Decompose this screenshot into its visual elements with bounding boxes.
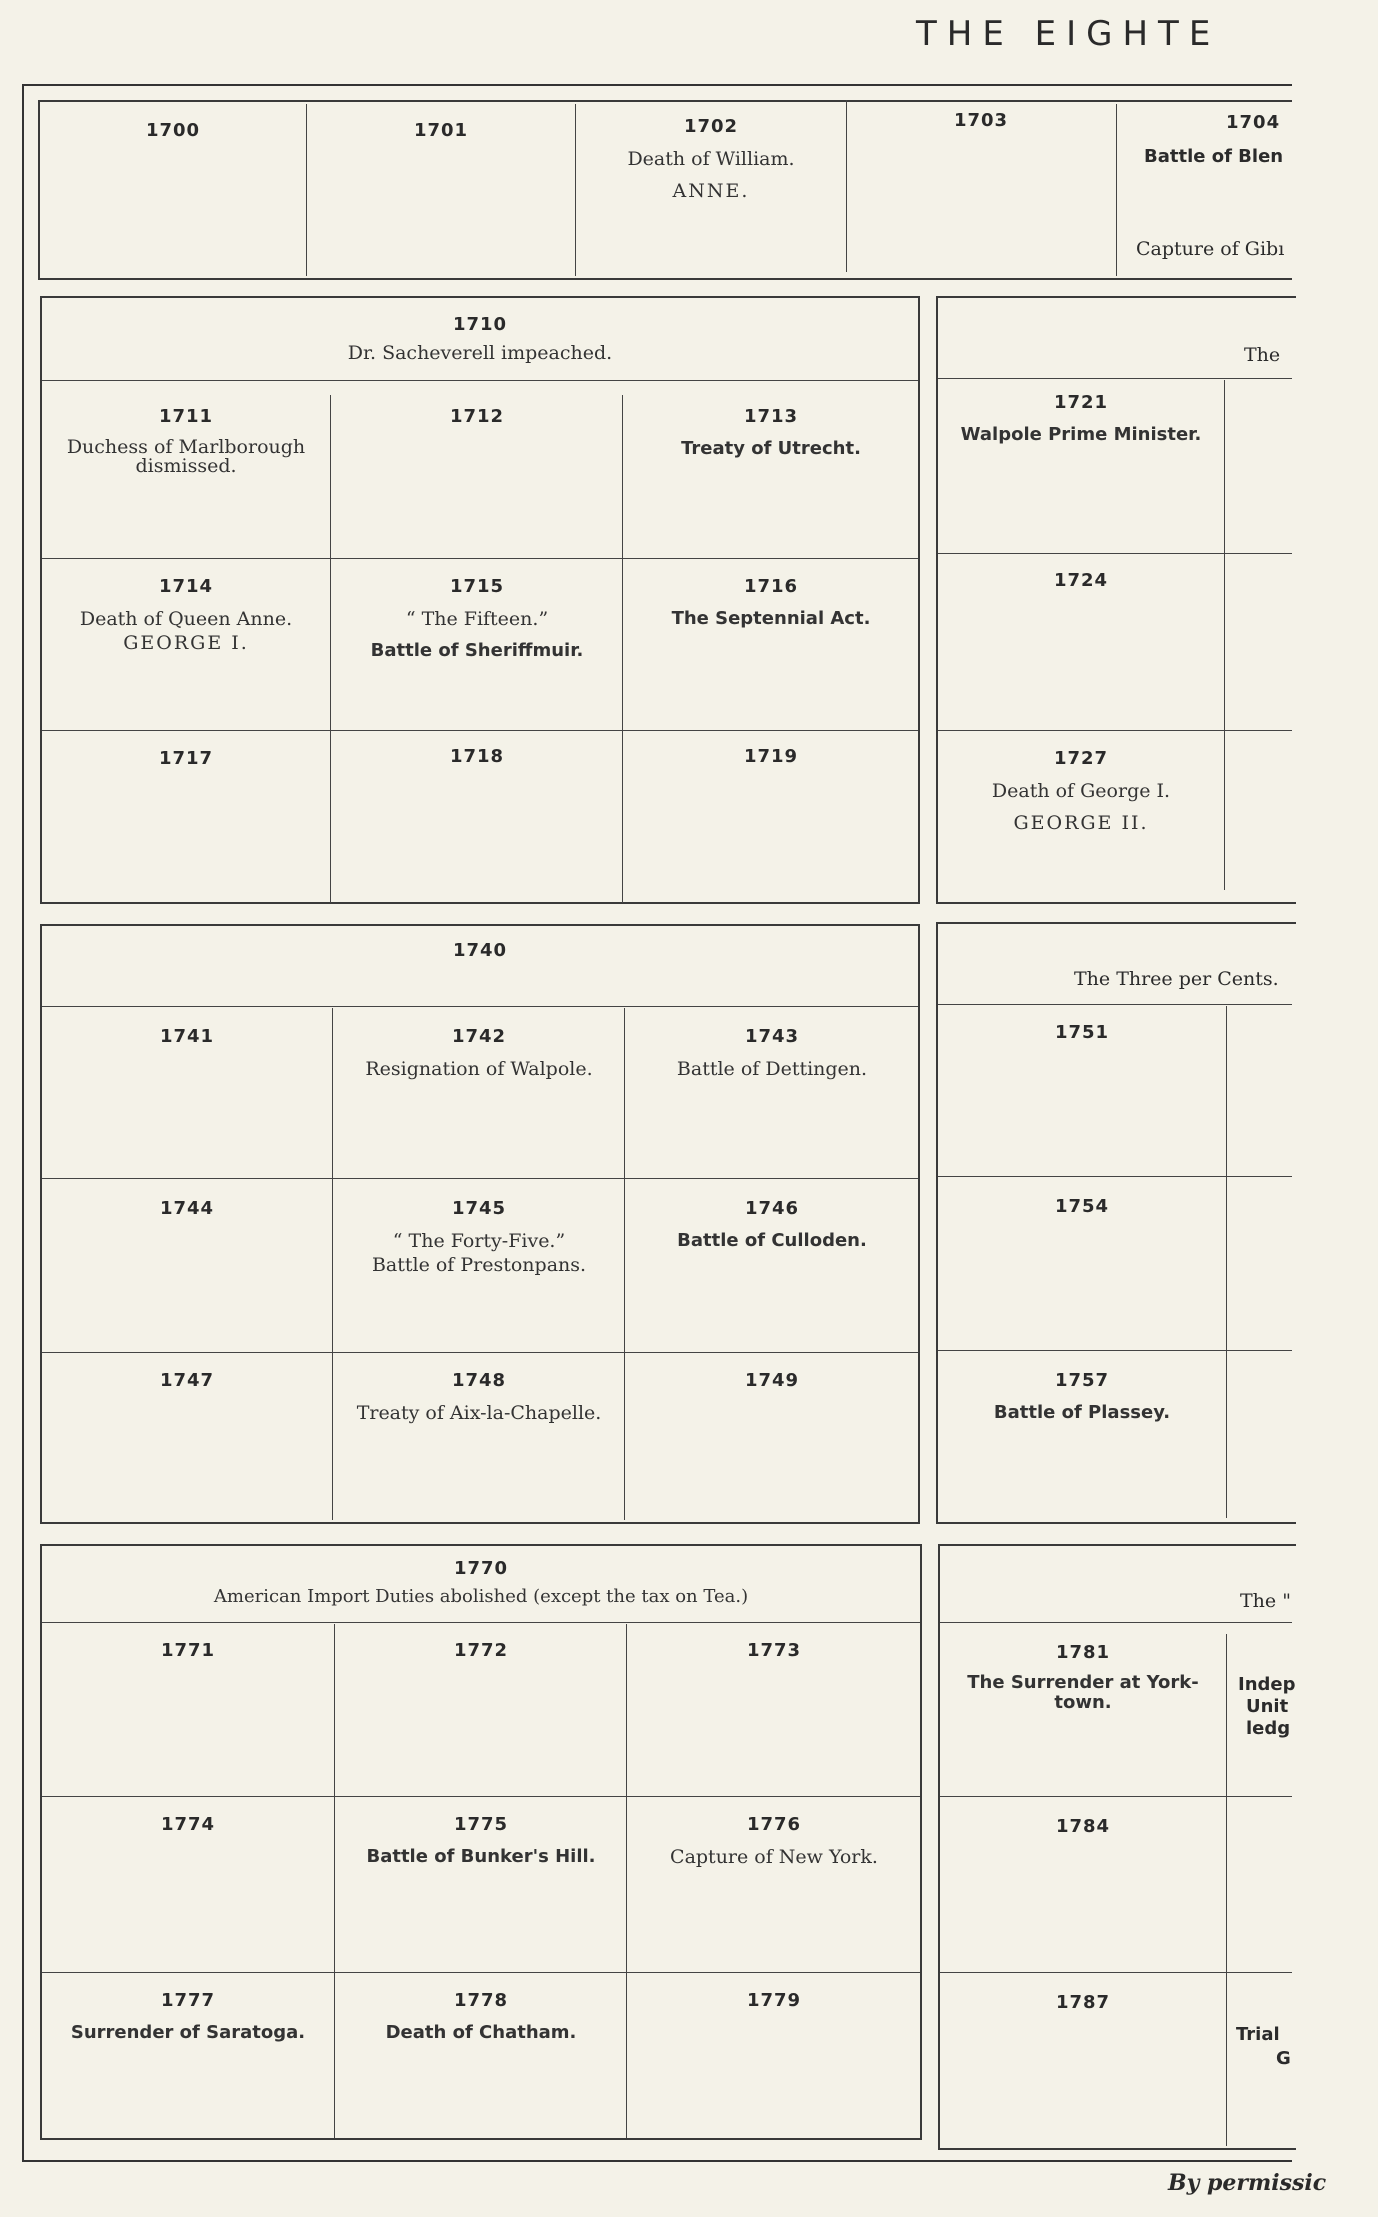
year-cell-1771 <box>42 1626 334 1794</box>
divider <box>940 1972 1292 1973</box>
year-label: 1754 <box>1054 1196 1110 1217</box>
year-cell-1749 <box>626 1356 918 1518</box>
divider <box>42 1006 918 1007</box>
year-label: 1704 <box>1226 112 1281 133</box>
year-label: 1784 <box>1055 1816 1111 1837</box>
year-cell-1747 <box>42 1356 332 1518</box>
decade-heading-1770 <box>42 1548 920 1620</box>
event-text: Death of Queen Anne. <box>79 608 293 630</box>
event-text: Battle of Sheriffmuir. <box>370 640 584 661</box>
divider <box>940 1796 1292 1797</box>
year-label: 1719 <box>743 746 799 767</box>
event-text <box>42 1585 920 1609</box>
edge-fragment: Unit <box>1246 1696 1289 1717</box>
year-label: 1775 <box>453 1814 509 1835</box>
divider <box>1224 380 1225 890</box>
year-label: 1787 <box>1055 1992 1111 2013</box>
year-cell-1757 <box>938 1356 1226 1518</box>
event-text: The Surrender at York- <box>967 1672 1199 1693</box>
year-label: 1740 <box>452 940 508 961</box>
event-text: Duchess of Marlborough <box>66 436 306 458</box>
year-cell-1714 <box>42 562 330 728</box>
event-text: “ The Fifteen.” <box>405 608 549 630</box>
divider <box>42 1622 920 1623</box>
divider <box>938 1176 1292 1177</box>
divider <box>42 1796 920 1797</box>
year-cell-1778 <box>336 1976 626 2136</box>
year-cell-1751 <box>938 1008 1226 1174</box>
monarch-text: ANNE. <box>672 180 750 202</box>
year-cell-1746 <box>626 1184 918 1350</box>
divider <box>938 1004 1292 1005</box>
divider <box>42 558 918 559</box>
divider <box>330 395 331 903</box>
event-text: dismissed. <box>135 455 237 477</box>
year-label: 1700 <box>145 120 201 141</box>
monarch-text: GEORGE I. <box>123 632 249 654</box>
event-text: Death of George I. <box>991 780 1171 802</box>
event-text: Resignation of Walpole. <box>365 1058 593 1080</box>
year-cell-1727 <box>938 734 1224 894</box>
event-text: “ The Forty-Five.” <box>392 1230 566 1252</box>
event-text: Capture of Gibı <box>1136 238 1285 260</box>
divider <box>938 378 1292 379</box>
year-cell-1719 <box>624 732 918 898</box>
year-label: 1716 <box>743 576 799 597</box>
divider <box>938 553 1292 554</box>
edge-fragment: Indep <box>1238 1674 1296 1695</box>
year-cell-1721 <box>938 380 1224 550</box>
event-text: The Septennial Act. <box>671 608 871 629</box>
event-text: Death of William. <box>627 148 795 170</box>
year-label: 1727 <box>1053 748 1109 769</box>
year-label: 1772 <box>453 1640 509 1661</box>
year-cell-1700 <box>40 106 306 274</box>
year-label: 1744 <box>159 1198 215 1219</box>
year-label: 1776 <box>746 1814 802 1835</box>
frame-top-rule <box>22 84 1292 86</box>
year-label: 1749 <box>744 1370 800 1391</box>
year-label: 1711 <box>158 406 214 427</box>
year-cell-1712 <box>332 392 622 556</box>
year-label: 1741 <box>159 1026 215 1047</box>
frame-bottom-rule <box>22 2160 1292 2162</box>
decade-heading-1710 <box>42 304 918 378</box>
event-text: Battle of Dettingen. <box>676 1058 868 1080</box>
decade-heading-1750: The Three per Cents. <box>1074 968 1279 990</box>
event-text: Battle of Culloden. <box>677 1230 867 1251</box>
year-label: 1714 <box>158 576 214 597</box>
divider <box>42 380 918 381</box>
year-label: 1712 <box>449 406 505 427</box>
year-label: 1724 <box>1053 570 1109 591</box>
year-label: 1757 <box>1054 1370 1110 1391</box>
year-cell-1717 <box>42 734 330 900</box>
year-cell-1745 <box>334 1184 624 1350</box>
event-text: Treaty of Utrecht. <box>681 438 861 459</box>
year-cell-1743 <box>626 1012 918 1176</box>
divider <box>938 730 1292 731</box>
year-label: 1715 <box>449 576 505 597</box>
year-cell-1713 <box>624 392 918 556</box>
year-cell-1702 <box>577 102 845 270</box>
divider <box>1116 104 1117 276</box>
year-cell-1718 <box>332 732 622 898</box>
event-text: Battle of Blen <box>1144 146 1284 167</box>
event-text: Surrender of Saratoga. <box>70 2022 306 2043</box>
divider <box>626 1624 627 2138</box>
year-cell-1754 <box>938 1182 1226 1348</box>
year-cell-1777 <box>42 1976 334 2136</box>
year-cell-1744 <box>42 1184 332 1350</box>
year-label: 1713 <box>743 406 799 427</box>
year-label: 1770 <box>453 1558 509 1579</box>
year-label: 1751 <box>1054 1022 1110 1043</box>
year-cell-1784 <box>940 1802 1226 1970</box>
year-label: 1778 <box>453 1990 509 2011</box>
year-cell-1779 <box>628 1976 920 2136</box>
year-label: 1781 <box>1055 1642 1111 1663</box>
year-label: 1701 <box>413 120 469 141</box>
year-cell-1724 <box>938 556 1224 728</box>
year-cell-1716 <box>624 562 918 728</box>
event-text: Death of Chatham. <box>385 2022 577 2043</box>
year-cell-1742 <box>334 1012 624 1176</box>
year-label: 1703 <box>953 110 1009 131</box>
year-cell-1773 <box>628 1626 920 1794</box>
event-text: Battle of Prestonpans. <box>371 1254 587 1276</box>
year-cell-1715 <box>332 562 622 728</box>
year-label: 1702 <box>683 116 739 137</box>
divider <box>622 395 623 903</box>
divider <box>42 1178 918 1179</box>
year-cell-1787 <box>940 1978 1226 2138</box>
event-text: Battle of Plassey. <box>993 1402 1171 1423</box>
year-label: 1710 <box>452 314 508 335</box>
year-label: 1779 <box>746 1990 802 2011</box>
divider <box>42 1972 920 1973</box>
year-label: 1746 <box>744 1198 800 1219</box>
year-label: 1747 <box>159 1370 215 1391</box>
year-cell-1711 <box>42 392 330 556</box>
divider <box>940 1622 1292 1623</box>
year-cell-1775 <box>336 1800 626 1970</box>
permission-credit: By permissic <box>1168 2170 1327 2196</box>
page-title: THE EIGHTE <box>916 14 1221 54</box>
divider <box>575 104 576 276</box>
year-cell-1776 <box>628 1800 920 1970</box>
year-label: 1774 <box>160 1814 216 1835</box>
decade-heading-1720: The <box>1244 344 1281 366</box>
year-label: 1717 <box>158 748 214 769</box>
year-cell-1748 <box>334 1356 624 1518</box>
divider <box>306 104 307 276</box>
year-label: 1742 <box>451 1026 507 1047</box>
decade-heading-1780: The " <box>1240 1590 1291 1612</box>
divider <box>846 100 847 272</box>
year-cell-1703 <box>848 96 1114 264</box>
divider <box>1226 1006 1227 1518</box>
heading-event-text: American Import Duties abolished (except the tax on Tea.) <box>213 1586 749 1607</box>
event-text: Battle of Bunker's Hill. <box>366 1846 596 1867</box>
divider <box>624 1008 625 1520</box>
monarch-text: GEORGE II. <box>1013 812 1149 834</box>
divider <box>42 730 918 731</box>
event-text: town. <box>1054 1692 1112 1713</box>
year-cell-1774 <box>42 1800 334 1970</box>
event-text: Dr. Sacheverell impeached. <box>347 342 613 364</box>
year-label: 1773 <box>746 1640 802 1661</box>
divider <box>42 1352 918 1353</box>
year-label: 1743 <box>744 1026 800 1047</box>
year-label: 1748 <box>451 1370 507 1391</box>
event-text: Walpole Prime Minister. <box>960 424 1202 445</box>
year-label: 1777 <box>160 1990 216 2011</box>
divider <box>332 1008 333 1520</box>
year-cell-1701 <box>308 106 574 274</box>
frame-left-rule <box>22 84 24 2162</box>
decade-heading-1740 <box>42 928 918 1004</box>
divider <box>938 1350 1292 1351</box>
edge-fragment: Trial <box>1236 2024 1280 2045</box>
divider <box>334 1624 335 2138</box>
year-label: 1718 <box>449 746 505 767</box>
year-cell-1741 <box>42 1012 332 1176</box>
edge-fragment: G <box>1276 2048 1291 2069</box>
event-text: Treaty of Aix-la-Chapelle. <box>356 1402 602 1424</box>
year-label: 1745 <box>451 1198 507 1219</box>
year-cell-1781 <box>940 1628 1226 1794</box>
edge-fragment: ledg <box>1246 1718 1291 1739</box>
event-text: Capture of New York. <box>670 1846 878 1868</box>
year-cell-1772 <box>336 1626 626 1794</box>
divider <box>1226 1634 1227 2146</box>
year-label: 1771 <box>160 1640 216 1661</box>
year-label: 1721 <box>1053 392 1109 413</box>
